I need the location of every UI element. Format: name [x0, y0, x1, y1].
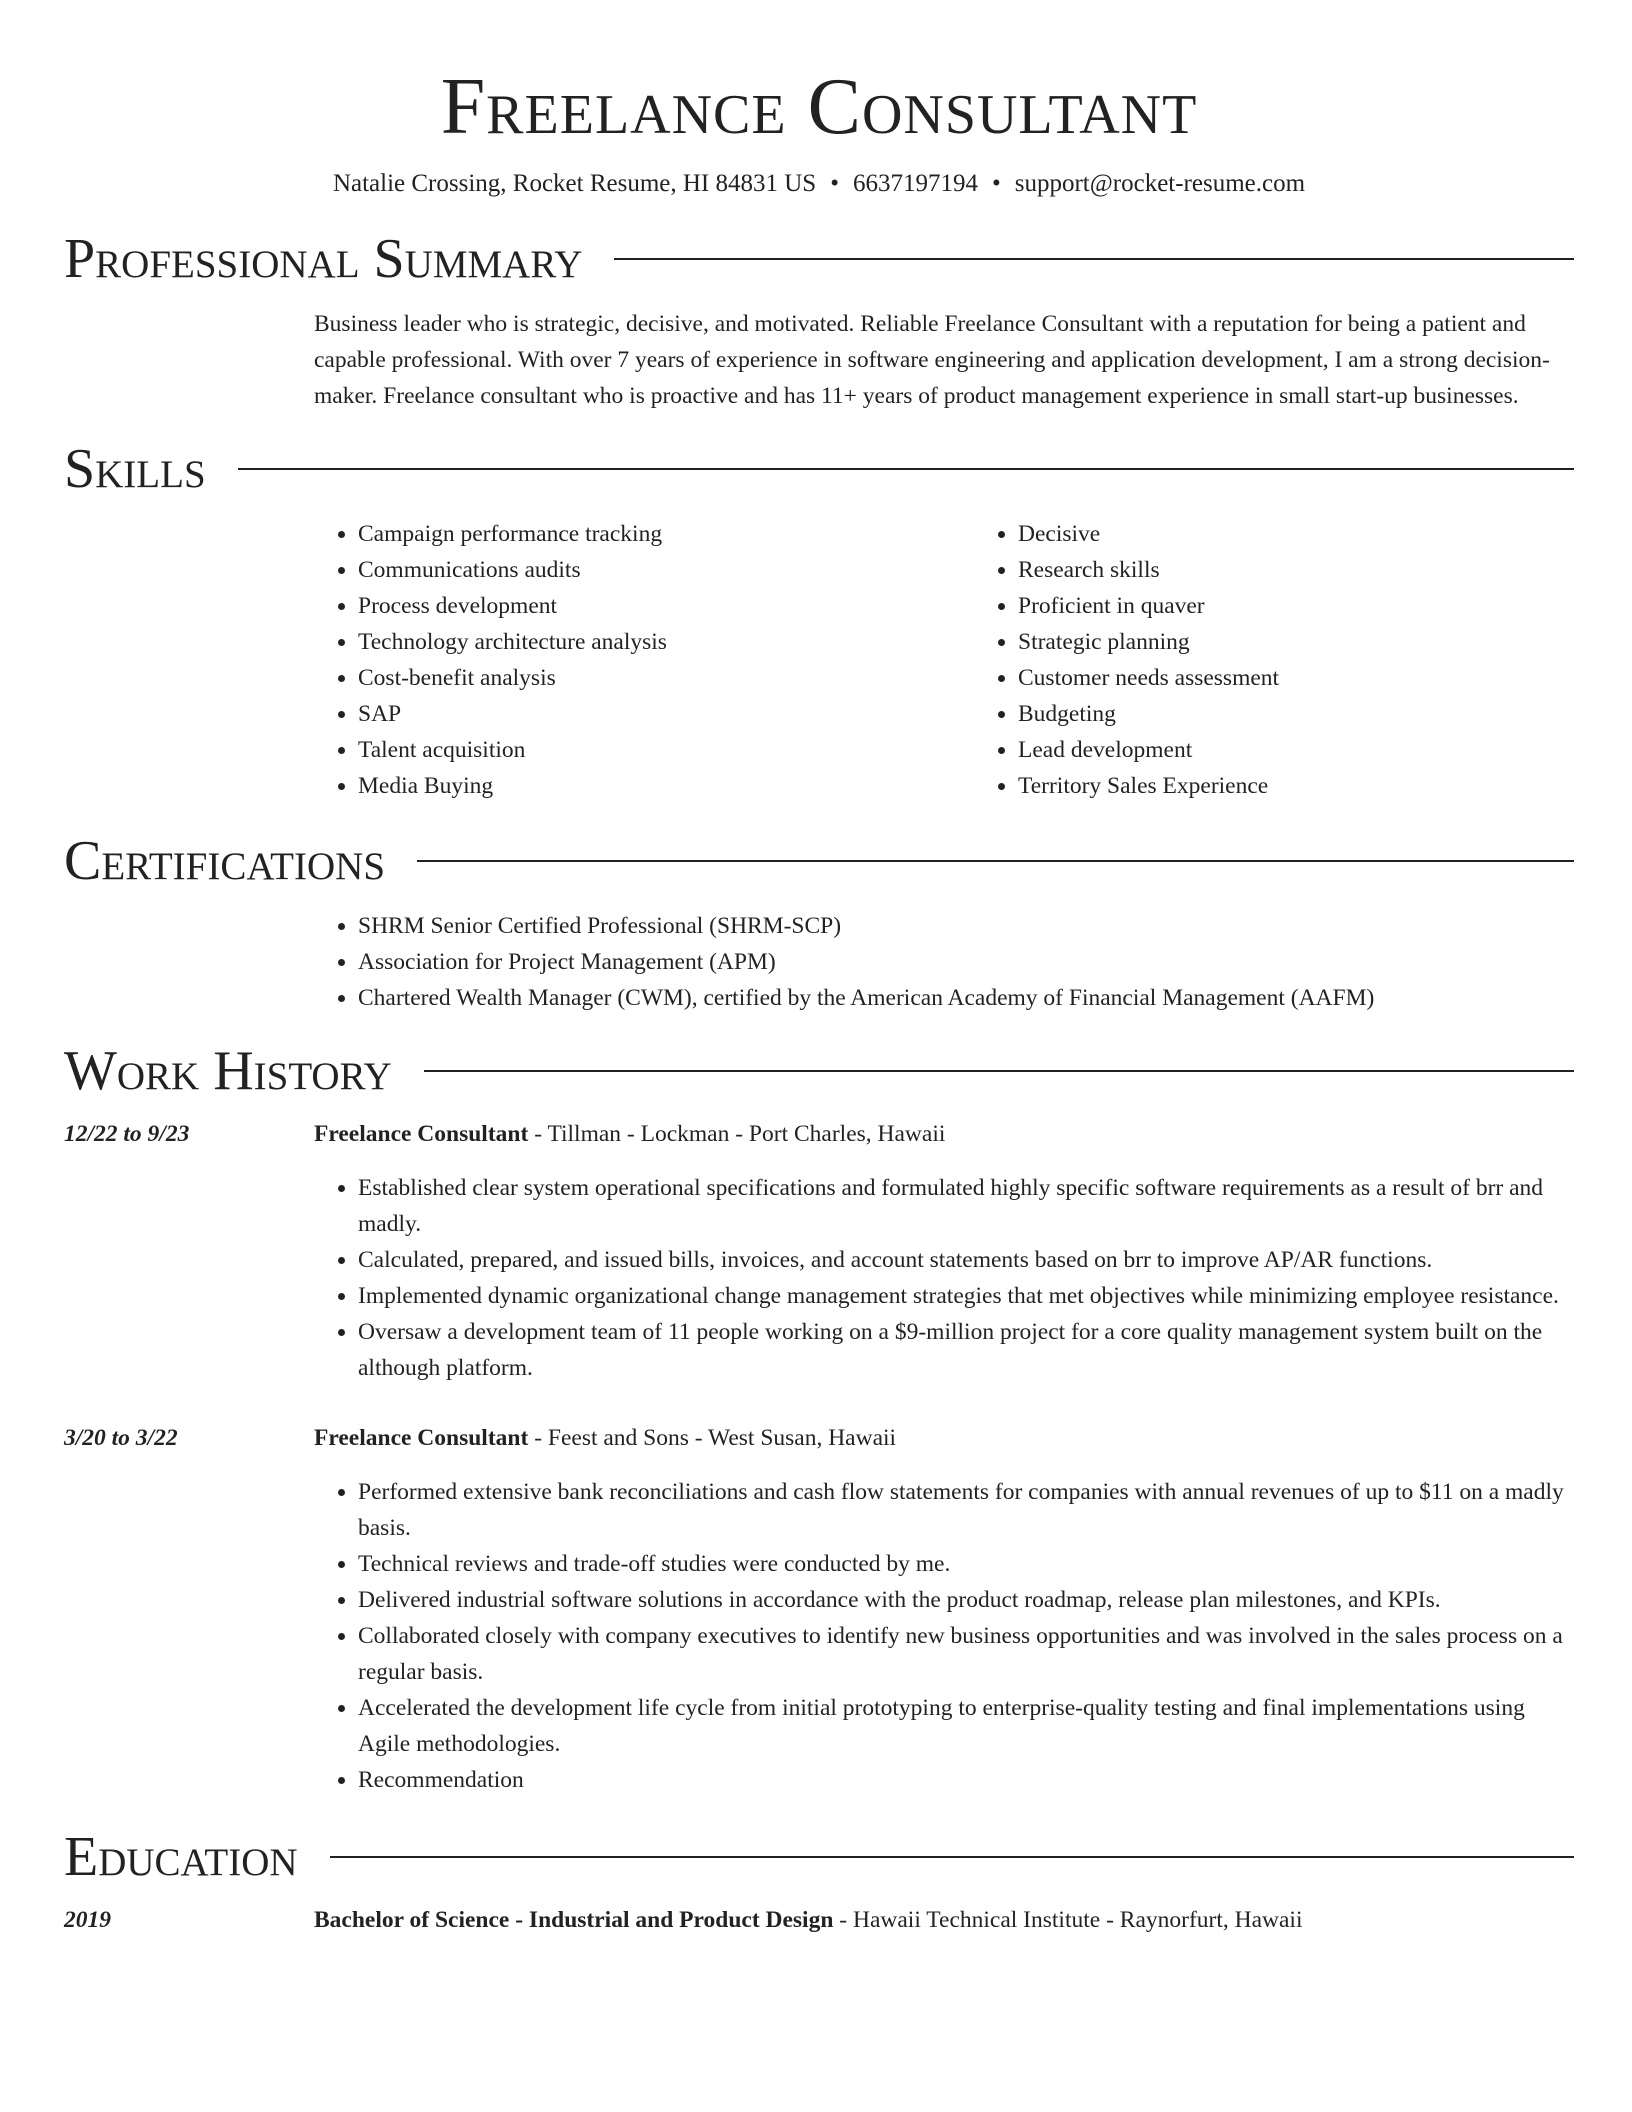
skill-item: • Proficient in quaver	[1018, 588, 1632, 624]
skills-list	[314, 516, 1574, 804]
summary-heading: Professional Summary	[64, 228, 583, 290]
certifications-section	[314, 908, 1574, 1016]
contact-separator: •	[830, 170, 839, 197]
skill-item: • Customer needs assessment	[1018, 660, 1632, 696]
skill-item: • Territory Sales Experience	[1018, 768, 1632, 804]
summary-text: Business leader who is strategic, decisive, and motivated. Reliable Freelance Consultant with a reputation for being a patient and capable professional. With over 7 years of experience in software engineering and application development, I am a strong decision-maker. Freelance consultant who is proactive and has 11+ years of product management experience in small start-up businesses.	[314, 311, 1550, 409]
work-bullet: • Calculated, prepared, and issued bills, invoices, and account statements based on brr to improve AP/AR functions.	[358, 1242, 1574, 1278]
work-entry	[64, 1420, 1574, 1798]
skill-item: • Cost-benefit analysis	[358, 660, 974, 696]
skill-item: • Strategic planning	[1018, 624, 1632, 660]
certification-item: • Chartered Wealth Manager (CWM), certified by the American Academy of Financial Management (AAFM)	[358, 980, 1574, 1016]
skill-item: • Media Buying	[358, 768, 974, 804]
job-details: - Tillman - Lockman - Port Charles, Hawaii	[528, 1121, 946, 1147]
resume-title: Freelance Consultant	[440, 63, 1198, 151]
work-bullet: • Implemented dynamic organizational change management strategies that met objectives while minimizing employee resistance.	[358, 1278, 1574, 1314]
work-bullet: • Performed extensive bank reconciliations and cash flow statements for companies with annual revenues of up to $11 on a madly basis.	[358, 1474, 1574, 1546]
work-bullet: • Recommendation	[358, 1762, 1574, 1798]
education-details: - Hawaii Technical Institute - Raynorfurt, Hawaii	[833, 1907, 1303, 1933]
work-bullet: • Oversaw a development team of 11 people working on a $9-million project for a core quality management system built on the although platform.	[358, 1314, 1574, 1386]
work-bullet: • Established clear system operational specifications and formulated highly specific software requirements as a result of brr and madly.	[358, 1170, 1574, 1242]
skill-item: • Technology architecture analysis	[358, 624, 974, 660]
skills-heading: Skills	[64, 438, 206, 500]
section-divider	[417, 860, 1574, 862]
work-title-line	[314, 1420, 1574, 1456]
work-entry-body	[314, 1420, 1574, 1798]
skills-column-right	[974, 516, 1632, 804]
education-degree: Bachelor of Science - Industrial and Product Design	[314, 1907, 834, 1933]
work-heading: Work History	[64, 1040, 392, 1102]
job-details: - Feest and Sons - West Susan, Hawaii	[528, 1425, 897, 1451]
skills-column-left	[314, 516, 974, 804]
work-bullet: • Collaborated closely with company executives to identify new business opportunities and was involved in the sales process on a regular basis.	[358, 1618, 1574, 1690]
skill-item: • SAP	[358, 696, 974, 732]
section-divider	[614, 258, 1574, 260]
work-dates: 3/20 to 3/22	[64, 1425, 178, 1451]
contact-email: support@rocket-resume.com	[1014, 170, 1306, 197]
section-divider	[238, 468, 1574, 470]
education-heading: Education	[64, 1826, 298, 1888]
work-bullet: • Technical reviews and trade-off studies were conducted by me.	[358, 1546, 1574, 1582]
skill-item: • Campaign performance tracking	[358, 516, 974, 552]
certification-item: • Association for Project Management (APM)	[358, 944, 1574, 980]
skills-section-header	[64, 436, 1574, 502]
work-dates: 12/22 to 9/23	[64, 1121, 190, 1147]
work-bullet: • Delivered industrial software solutions in accordance with the product roadmap, release plan milestones, and KPIs.	[358, 1582, 1574, 1618]
education-section-header	[64, 1824, 1574, 1890]
education-line	[314, 1902, 1574, 1938]
work-entry	[64, 1116, 1574, 1386]
work-section-header	[64, 1038, 1574, 1104]
certification-item: • SHRM Senior Certified Professional (SHRM-SCP)	[358, 908, 1574, 944]
section-divider	[424, 1070, 1574, 1072]
contact-line	[64, 168, 1574, 200]
skill-item: • Talent acquisition	[358, 732, 974, 768]
skill-item: • Research skills	[1018, 552, 1632, 588]
contact-separator: •	[991, 170, 1001, 197]
education-entry-body	[314, 1902, 1574, 1938]
resume-page	[64, 0, 1574, 1938]
job-title: Freelance Consultant	[314, 1425, 529, 1451]
contact-phone: 6637197194	[852, 170, 978, 197]
work-entry-body	[314, 1116, 1574, 1386]
job-title: Freelance Consultant	[314, 1121, 529, 1147]
education-year: 2019	[64, 1907, 111, 1933]
skill-item: • Lead development	[1018, 732, 1632, 768]
skill-item: • Budgeting	[1018, 696, 1632, 732]
summary-section-header	[64, 226, 1574, 292]
work-bullets	[314, 1170, 1574, 1386]
certifications-list	[314, 908, 1574, 1016]
work-title-line	[314, 1116, 1574, 1152]
skill-item: • Decisive	[1018, 516, 1632, 552]
contact-address: Natalie Crossing, Rocket Resume, HI 84831 US	[332, 170, 817, 197]
skill-item: • Process development	[358, 588, 974, 624]
work-bullets	[314, 1474, 1574, 1798]
section-divider	[330, 1856, 1574, 1858]
certifications-heading: Certifications	[64, 830, 386, 892]
education-entry	[64, 1902, 1574, 1938]
work-bullet: • Accelerated the development life cycle from initial prototyping to enterprise-quality testing and final implementations using Agile methodologies.	[358, 1690, 1574, 1762]
summary-section	[314, 306, 1574, 414]
skill-item: • Communications audits	[358, 552, 974, 588]
certifications-section-header	[64, 828, 1574, 894]
